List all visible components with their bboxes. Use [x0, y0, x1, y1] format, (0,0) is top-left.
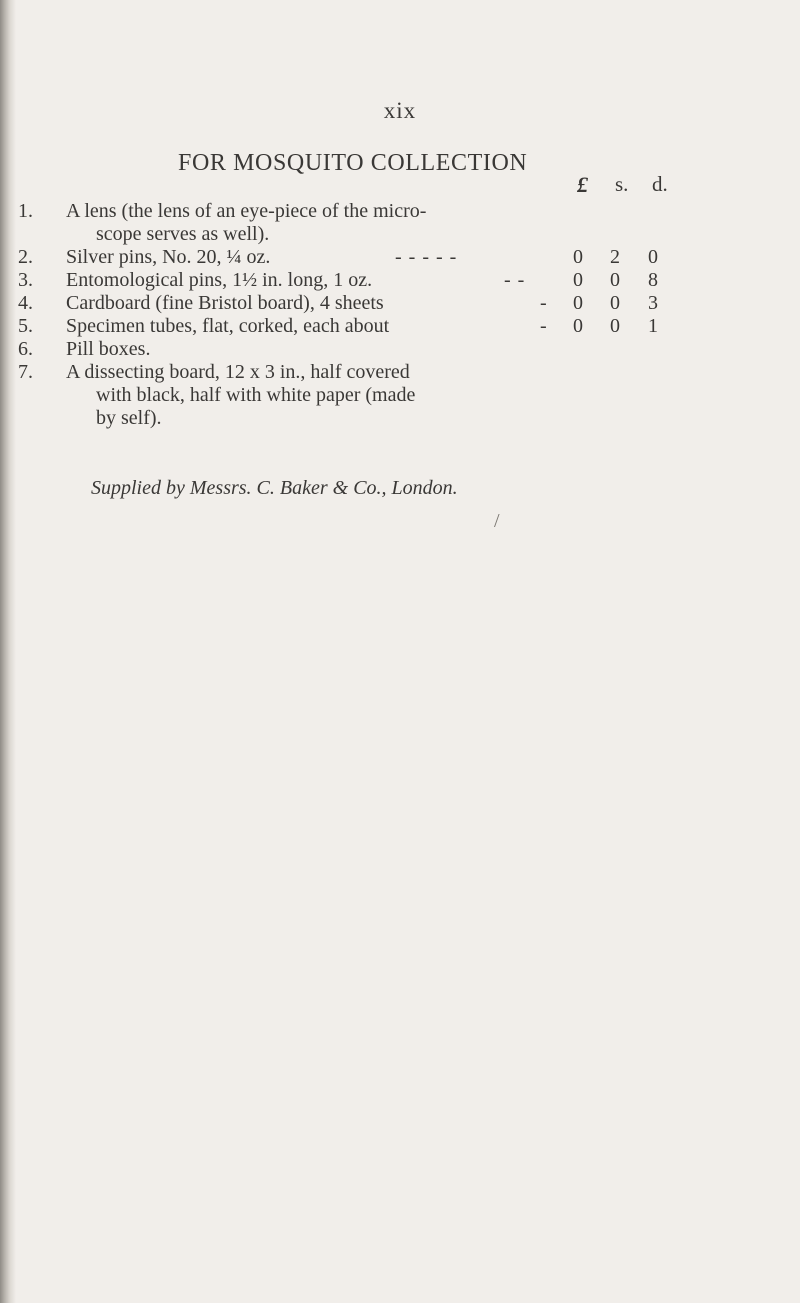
list-item	[0, 269, 800, 292]
price-pounds: 0	[573, 292, 583, 314]
item-text: scope serves as well).	[96, 223, 270, 245]
price-pounds: 0	[573, 246, 583, 268]
leader-dashes: -	[540, 292, 548, 314]
shillings-column-header: s.	[615, 172, 629, 196]
price-pounds: 0	[573, 315, 583, 337]
price-shillings: 0	[610, 269, 620, 291]
stray-mark: /	[494, 510, 500, 532]
price-shillings: 0	[610, 315, 620, 337]
price-pence: 3	[648, 292, 658, 314]
leader-dashes: -	[540, 315, 548, 337]
page-number: xix	[383, 98, 417, 123]
leader-dashes: - -	[504, 269, 526, 291]
item-text: A lens (the lens of an eye-piece of the micro-	[66, 200, 427, 222]
list-item-continuation	[0, 384, 800, 407]
list-item	[0, 292, 800, 315]
price-pounds: 0	[573, 269, 583, 291]
item-text: Entomological pins, 1½ in. long, 1 oz.	[66, 269, 373, 291]
item-list	[0, 200, 800, 430]
list-item	[0, 246, 800, 269]
list-item-continuation	[0, 407, 800, 430]
price-shillings: 0	[610, 292, 620, 314]
page-title: FOR MOSQUITO COLLECTION	[178, 150, 528, 176]
item-text: Silver pins, No. 20, ¼ oz.	[66, 246, 271, 268]
item-number: 3.	[18, 269, 33, 291]
item-text: Cardboard (fine Bristol board), 4 sheets	[66, 292, 384, 314]
price-pence: 8	[648, 269, 658, 291]
list-item	[0, 361, 800, 384]
item-number: 4.	[18, 292, 33, 314]
item-number: 6.	[18, 338, 33, 360]
item-number: 7.	[18, 361, 33, 383]
item-number: 5.	[18, 315, 33, 337]
item-number: 1.	[18, 200, 33, 222]
list-item	[0, 200, 800, 223]
item-text: by self).	[96, 407, 162, 429]
pence-column-header: d.	[652, 172, 668, 196]
price-shillings: 2	[610, 246, 620, 268]
price-pence: 1	[648, 315, 658, 337]
item-text: Specimen tubes, flat, corked, each about	[66, 315, 390, 337]
page-edge-shadow	[0, 0, 16, 1303]
item-text: with black, half with white paper (made	[96, 384, 416, 406]
price-pence: 0	[648, 246, 658, 268]
list-item	[0, 338, 800, 361]
supplier-note: Supplied by Messrs. C. Baker & Co., London.	[91, 477, 458, 499]
list-item-continuation	[0, 223, 800, 246]
item-text: A dissecting board, 12 x 3 in., half covered	[66, 361, 410, 383]
item-text: Pill boxes.	[66, 338, 151, 360]
leader-dashes: - - - - -	[395, 246, 458, 268]
pounds-column-header: £	[577, 172, 588, 197]
item-number: 2.	[18, 246, 33, 268]
list-item	[0, 315, 800, 338]
